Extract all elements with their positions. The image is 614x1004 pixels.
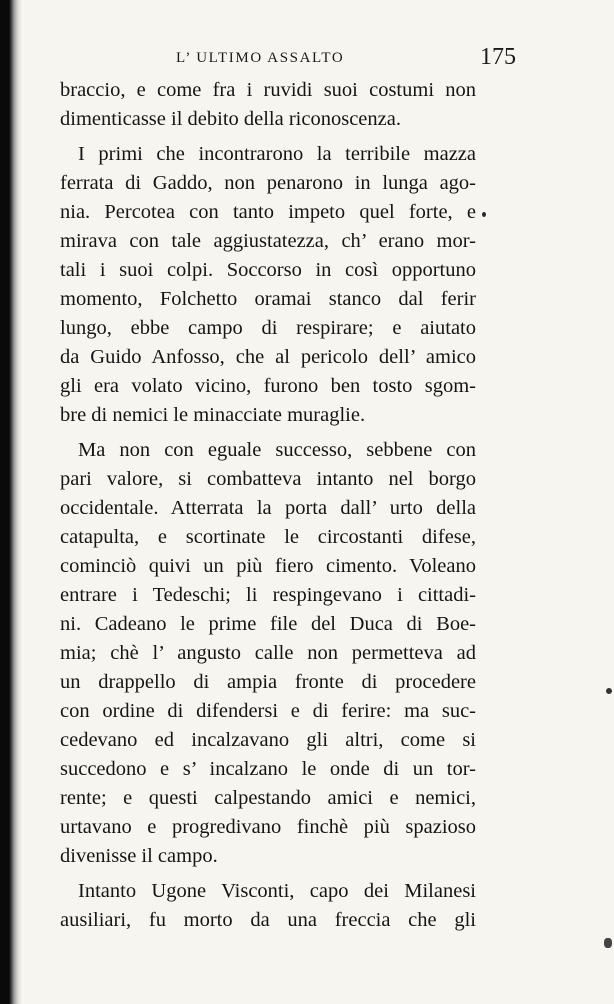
text-line: mirava con tale aggiustatezza, ch’ erano mor- [60, 230, 476, 252]
text-line: momento, Folchetto oramai stanco dal ferir [60, 288, 476, 310]
text-line: rente; e questi calpestando amici e nemici, [60, 787, 476, 809]
text-line: occidentale. Atterrata la porta dall’ urto della [60, 497, 476, 519]
text-line: con ordine di difendersi e di ferire: ma suc- [60, 700, 476, 722]
ink-speck [606, 688, 612, 694]
text-line: ni. Cadeano le prime file del Duca di Boe- [60, 613, 476, 635]
text-line: divenisse il campo. [60, 845, 218, 867]
binding-shadow [0, 0, 22, 1004]
text-line: cominciò quivi un più fiero cimento. Voleano [60, 555, 476, 577]
text-line: da Guido Anfosso, che al pericolo dell’ amico [60, 346, 476, 368]
text-line: tali i suoi colpi. Soccorso in così opportuno [60, 259, 476, 281]
text-line: I primi che incontrarono la terribile mazza [78, 143, 476, 165]
text-line: ausiliari, fu morto da una freccia che gli [60, 909, 476, 931]
body-text [60, 76, 476, 935]
running-title: L’ ULTIMO ASSALTO [176, 50, 345, 66]
ink-speck [604, 938, 612, 948]
text-line: catapulta, e scortinate le circostanti difese, [60, 526, 476, 548]
text-line: Ma non con eguale successo, sebbene con [78, 439, 476, 461]
text-line: succedono e s’ incalzano le onde di un tor- [60, 758, 476, 780]
text-line: cedevano ed incalzavano gli altri, come si [60, 729, 476, 751]
text-line: Intanto Ugone Visconti, capo dei Milanesi [78, 880, 476, 902]
text-line: entrare i Tedeschi; li respingevano i cittadi- [60, 584, 476, 606]
text-line: dimenticasse il debito della riconoscenza. [60, 108, 401, 130]
page-number: 175 [480, 44, 516, 70]
text-line: braccio, e come fra i ruvidi suoi costumi non [60, 79, 476, 101]
text-line: ferrata di Gaddo, non penarono in lunga ago- [60, 172, 476, 194]
text-line: nia. Percotea con tanto impeto quel forte, e [60, 201, 476, 223]
text-line: bre di nemici le minacciate muraglie. [60, 404, 366, 426]
text-line: pari valore, si combatteva intanto nel borgo [60, 468, 476, 490]
running-head [60, 46, 520, 76]
text-line: urtavano e progredivano finchè più spazioso [60, 816, 476, 838]
text-line: mia; chè l’ angusto calle non permetteva ad [60, 642, 476, 664]
text-line: un drappello di ampia fronte di procedere [60, 671, 476, 693]
text-line: lungo, ebbe campo di respirare; e aiutato [60, 317, 476, 339]
text-line: gli era volato vicino, furono ben tosto sgom- [60, 375, 476, 397]
ink-speck [482, 212, 486, 217]
